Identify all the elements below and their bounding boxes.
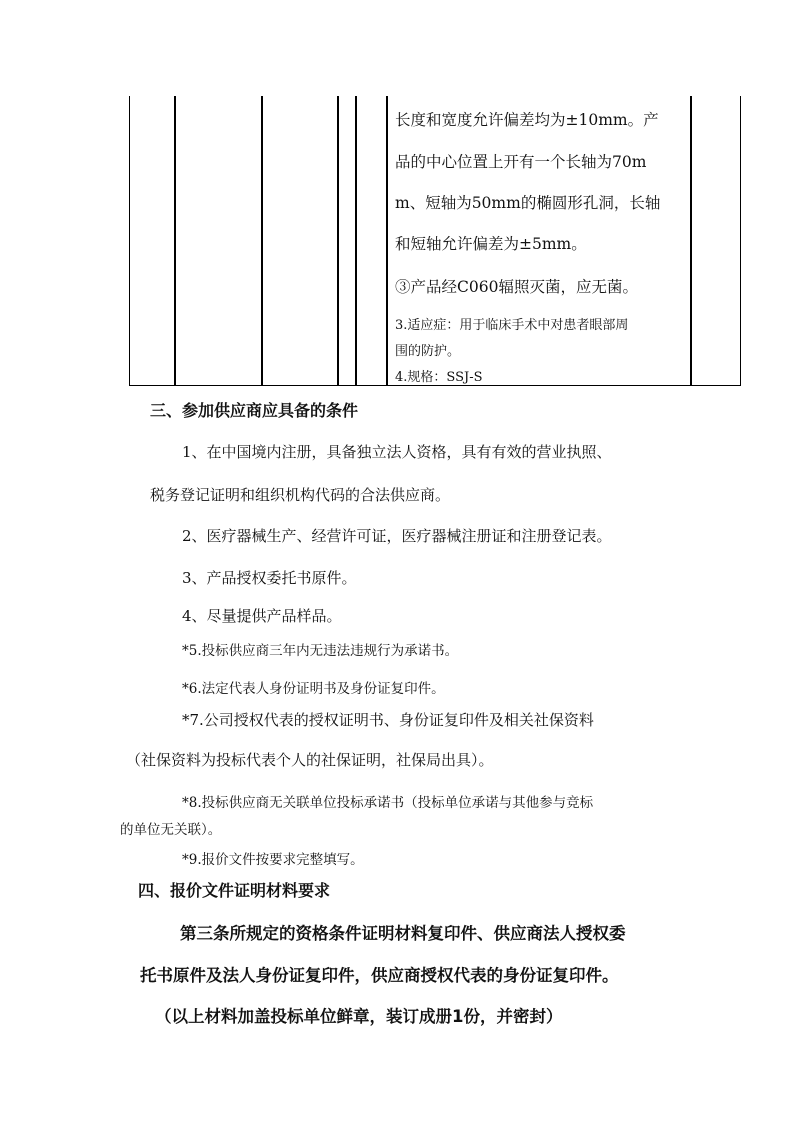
paragraph-line: 第三条所规定的资格条件证明材料复印件、供应商法人授权委 xyxy=(180,924,626,943)
list-item: *5.投标供应商三年内无违法违规行为承诺书。 xyxy=(182,643,459,659)
table-column-divider xyxy=(261,96,263,386)
table-column-divider xyxy=(355,96,357,386)
list-item: 4、尽量提供产品样品。 xyxy=(182,607,342,625)
paragraph-line: （以上材料加盖投标单位鲜章，装订成册1份，并密封） xyxy=(155,1007,563,1026)
list-item: （社保资料为投标代表个人的社保证明，社保局出具）。 xyxy=(126,751,494,769)
list-item: 1、在中国境内注册，具备独立法人资格，具有有效的营业执照、 xyxy=(182,443,612,461)
table-column-divider xyxy=(337,96,339,386)
section-heading: 四、报价文件证明材料要求 xyxy=(138,881,331,900)
table-column-divider xyxy=(174,96,176,386)
spec-line: 长度和宽度允许偏差均为±10mm。产 xyxy=(395,111,659,129)
list-item: *9.报价文件按要求完整填写。 xyxy=(182,852,364,868)
section-heading: 三、参加供应商应具备的条件 xyxy=(150,401,359,420)
table-column-divider xyxy=(690,96,692,386)
spec-line: m、短轴为50mm的椭圆形孔洞，长轴 xyxy=(395,194,661,212)
paragraph-line: 托书原件及法人身份证复印件，供应商授权代表的身份证复印件。 xyxy=(140,966,619,985)
list-item: 2、医疗器械生产、经营许可证，医疗器械注册证和注册登记表。 xyxy=(182,527,612,545)
spec-line: 围的防护。 xyxy=(395,344,461,359)
spec-line: 4.规格：SSJ-S xyxy=(395,370,483,385)
spec-line: 品的中心位置上开有一个长轴为70m xyxy=(395,153,647,171)
spec-line: 3.适应症：用于临床手术中对患者眼部周 xyxy=(395,318,629,333)
list-item: *8.投标供应商无关联单位投标承诺书（投标单位承诺与其他参与竞标 xyxy=(182,795,594,811)
list-item: 3、产品授权委托书原件。 xyxy=(182,569,357,587)
list-item: *7.公司授权代表的授权证明书、身份证复印件及相关社保资料 xyxy=(182,711,594,729)
list-item: *6.法定代表人身份证明书及身份证复印件。 xyxy=(182,681,445,697)
spec-line: ③产品经C060辐照灭菌，应无菌。 xyxy=(395,278,638,296)
spec-line: 和短轴允许偏差为±5mm。 xyxy=(395,235,587,253)
table-column-divider xyxy=(386,96,388,386)
list-item: 税务登记证明和组织机构代码的合法供应商。 xyxy=(150,486,451,504)
list-item: 的单位无关联）。 xyxy=(120,822,222,838)
